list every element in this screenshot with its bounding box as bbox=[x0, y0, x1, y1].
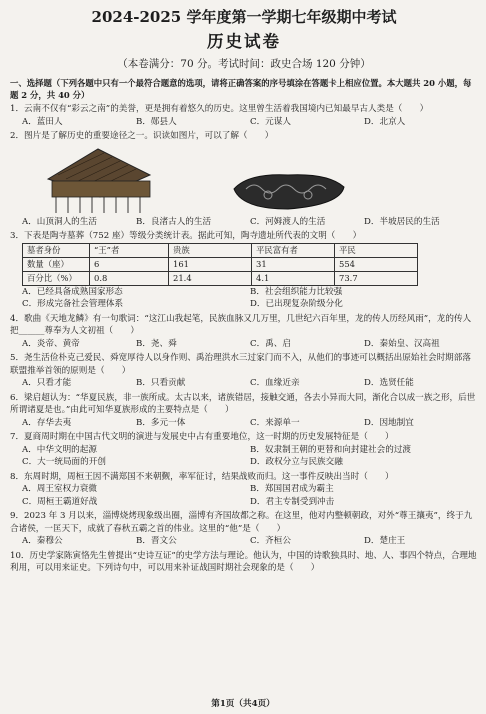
tomb-statistics-table bbox=[22, 243, 418, 286]
table-header-cell: “王”者 bbox=[90, 243, 169, 257]
options bbox=[10, 535, 478, 548]
question-5 bbox=[10, 352, 478, 390]
options bbox=[10, 417, 478, 430]
question-stem: 4．歌曲《天地龙鳞》有一句歌词：“这江山我起笔，民族血脉又几万里，几世纪六百年里，龙的传人历经风雨”，龙的传人把______尊奉为人文初祖（ ） bbox=[10, 313, 472, 336]
option-c: C．血缘近亲 bbox=[250, 378, 300, 388]
options bbox=[10, 216, 478, 229]
question-7 bbox=[10, 431, 478, 469]
options bbox=[10, 496, 478, 509]
question-stem: 8．东周时期，周桓王因不满郑国不来朝觐，率军征讨，结果战败而归。这一事件反映出当时（ ） bbox=[10, 471, 394, 482]
options bbox=[10, 483, 478, 496]
table-header-cell: 贵族 bbox=[169, 243, 252, 257]
table-row bbox=[23, 257, 418, 271]
table-cell: 4.1 bbox=[252, 271, 335, 285]
table-cell: 554 bbox=[335, 257, 418, 271]
option-b: B．只看贡献 bbox=[136, 378, 186, 388]
options bbox=[10, 456, 478, 469]
table-cell: 73.7 bbox=[335, 271, 418, 285]
options bbox=[10, 298, 478, 311]
question-stem: 9．2023 年 3 月以来，淄博烧烤现象级出圈，淄博有齐国故都之称。在这里，他对内整顿朝政，对外“尊王攘夷”，终于九合诸侯，一匡天下，成就了春秋五霸之首的伟业。这里的“他”是（ ） bbox=[10, 511, 473, 534]
option-a: A．蓝田人 bbox=[22, 116, 63, 127]
option-b: B．晋文公 bbox=[136, 536, 177, 546]
option-d: D．君主专制受到冲击 bbox=[250, 496, 335, 507]
question-8 bbox=[10, 471, 478, 509]
question-figures bbox=[10, 145, 478, 215]
question-9 bbox=[10, 510, 478, 548]
option-b: B．社会组织能力比较强 bbox=[250, 286, 343, 297]
option-b: B．良渚古人的生活 bbox=[136, 216, 212, 227]
option-c: C．来源单一 bbox=[250, 417, 300, 428]
table-cell: 6 bbox=[90, 257, 169, 271]
option-a: A．已经具备成熟国家形态 bbox=[22, 286, 123, 297]
table-cell: 31 bbox=[252, 257, 335, 271]
option-d: D．半坡居民的生活 bbox=[364, 216, 440, 227]
question-stem: 3．下表是陶寺墓葬（752 座）等级分类统计表。据此可知，陶寺遗址所代表的文明（ ） bbox=[10, 231, 362, 241]
question-4 bbox=[10, 313, 478, 351]
page-footer: 第1页（共4页） bbox=[211, 698, 275, 709]
option-b: B．郧县人 bbox=[136, 116, 177, 127]
table-cell: 百分比（%） bbox=[23, 271, 90, 285]
table-cell: 数量（座） bbox=[23, 257, 90, 271]
options bbox=[10, 377, 478, 390]
option-d: D．政权分立与民族交融 bbox=[250, 457, 343, 467]
option-c: C．齐桓公 bbox=[250, 536, 291, 546]
option-b: B．多元一体 bbox=[136, 417, 186, 428]
option-b: B．奴隶制王朝的更替和向封建社会的过渡 bbox=[250, 444, 412, 455]
option-a: A．秦穆公 bbox=[22, 536, 63, 546]
option-c: C．河姆渡人的生活 bbox=[250, 216, 326, 227]
question-stem: 6．梁启超认为：“华夏民族，非一族所成。太古以来，诸族错居，接触交通，各去小异而大同，渐化合以成一族之形，后世所谓诸夏是也。”由此可知华夏族形成的主要特点是（ ） bbox=[10, 392, 476, 415]
question-stem: 5．尧生活俭朴克己爱民、舜宽厚待人以身作则、禹治理洪水三过家门而不入，从他们的事迹可以概括出原始社会时期部落联盟推举首领的原则是（ ） bbox=[10, 353, 471, 376]
pottery-artifact-figure bbox=[228, 169, 348, 215]
exam-meta: （本卷满分：70 分。考试时间：政史合场 120 分钟） bbox=[117, 58, 371, 70]
question-stem: 7．夏商周时期在中国古代文明的演进与发展史中占有重要地位，这一时期的历史发展特征是（ ） bbox=[10, 432, 394, 442]
option-d: D．已出现复杂阶级分化 bbox=[250, 299, 343, 309]
option-c: C．禹、启 bbox=[250, 338, 291, 349]
question-stem: 10．历史学家陈寅恪先生曾提出“史诗互证”的史学方法与理论。他认为，中国的诗歌独具时、地、人、事四个特点，合理地利用，可以用来证史。下列诗句中，可以用来补证战国时期社会现象的是（ ） bbox=[10, 550, 477, 573]
option-b: B．郑国国君成为霸主 bbox=[250, 484, 334, 494]
option-a: A．存华去夷 bbox=[22, 417, 72, 428]
table-header-cell: 平民 bbox=[335, 243, 418, 257]
exam-title: 2024-2025 学年度第一学期七年级期中考试 bbox=[91, 8, 397, 26]
options bbox=[10, 338, 478, 351]
option-c: C．元谋人 bbox=[250, 116, 291, 127]
options bbox=[10, 116, 478, 129]
table-header-row bbox=[23, 243, 418, 257]
table-cell: 21.4 bbox=[169, 271, 252, 285]
option-b: B．尧、舜 bbox=[136, 338, 177, 349]
question-10 bbox=[10, 550, 478, 575]
option-a: A．中华文明的起源 bbox=[22, 444, 97, 455]
table-header-cell: 平民富有者 bbox=[252, 243, 335, 257]
table-cell: 161 bbox=[169, 257, 252, 271]
question-2 bbox=[10, 130, 478, 228]
option-a: A．周王室权力衰微 bbox=[22, 484, 97, 494]
section-instruction: 一、选择题（下列各题中只有一个最符合题意的选项，请将正确答案的序号填涂在答题卡上相应位置。本大题共 20 小题，每题 2 分，共 40 分） bbox=[10, 78, 472, 100]
question-3 bbox=[10, 230, 478, 311]
stilt-house-figure bbox=[38, 145, 158, 215]
table-header-cell: 墓者身份 bbox=[23, 243, 90, 257]
option-d: D．因地制宜 bbox=[364, 417, 414, 428]
option-d: D．秦始皇、汉高祖 bbox=[364, 338, 440, 349]
subject-title: 历史试卷 bbox=[207, 32, 281, 51]
option-c: C．大一统局面的开创 bbox=[22, 457, 106, 467]
option-c: C．周桓王霸道好战 bbox=[22, 496, 98, 507]
table-cell: 0.8 bbox=[90, 271, 169, 285]
option-a: A．炎帝、黄帝 bbox=[22, 338, 80, 349]
option-d: D．楚庄王 bbox=[364, 536, 406, 546]
options bbox=[10, 444, 478, 457]
option-d: D．北京人 bbox=[364, 116, 406, 127]
option-c: C．形成完备社会管理体系 bbox=[22, 299, 124, 309]
table-row bbox=[23, 271, 418, 285]
option-a: A．只看才能 bbox=[22, 378, 72, 388]
option-a: A．山顶洞人的生活 bbox=[22, 216, 97, 227]
option-d: D．选贤任能 bbox=[364, 378, 414, 388]
question-stem: 1．云南不仅有“彩云之南”的美誉，更是拥有着悠久的历史。这里曾生活着我国境内已知最早古人类是（ ） bbox=[10, 104, 429, 114]
question-6 bbox=[10, 392, 478, 430]
question-1 bbox=[10, 103, 478, 128]
question-stem: 2．图片是了解历史的重要途径之一。识读如图片，可以了解（ ） bbox=[10, 131, 274, 141]
options bbox=[10, 286, 478, 299]
